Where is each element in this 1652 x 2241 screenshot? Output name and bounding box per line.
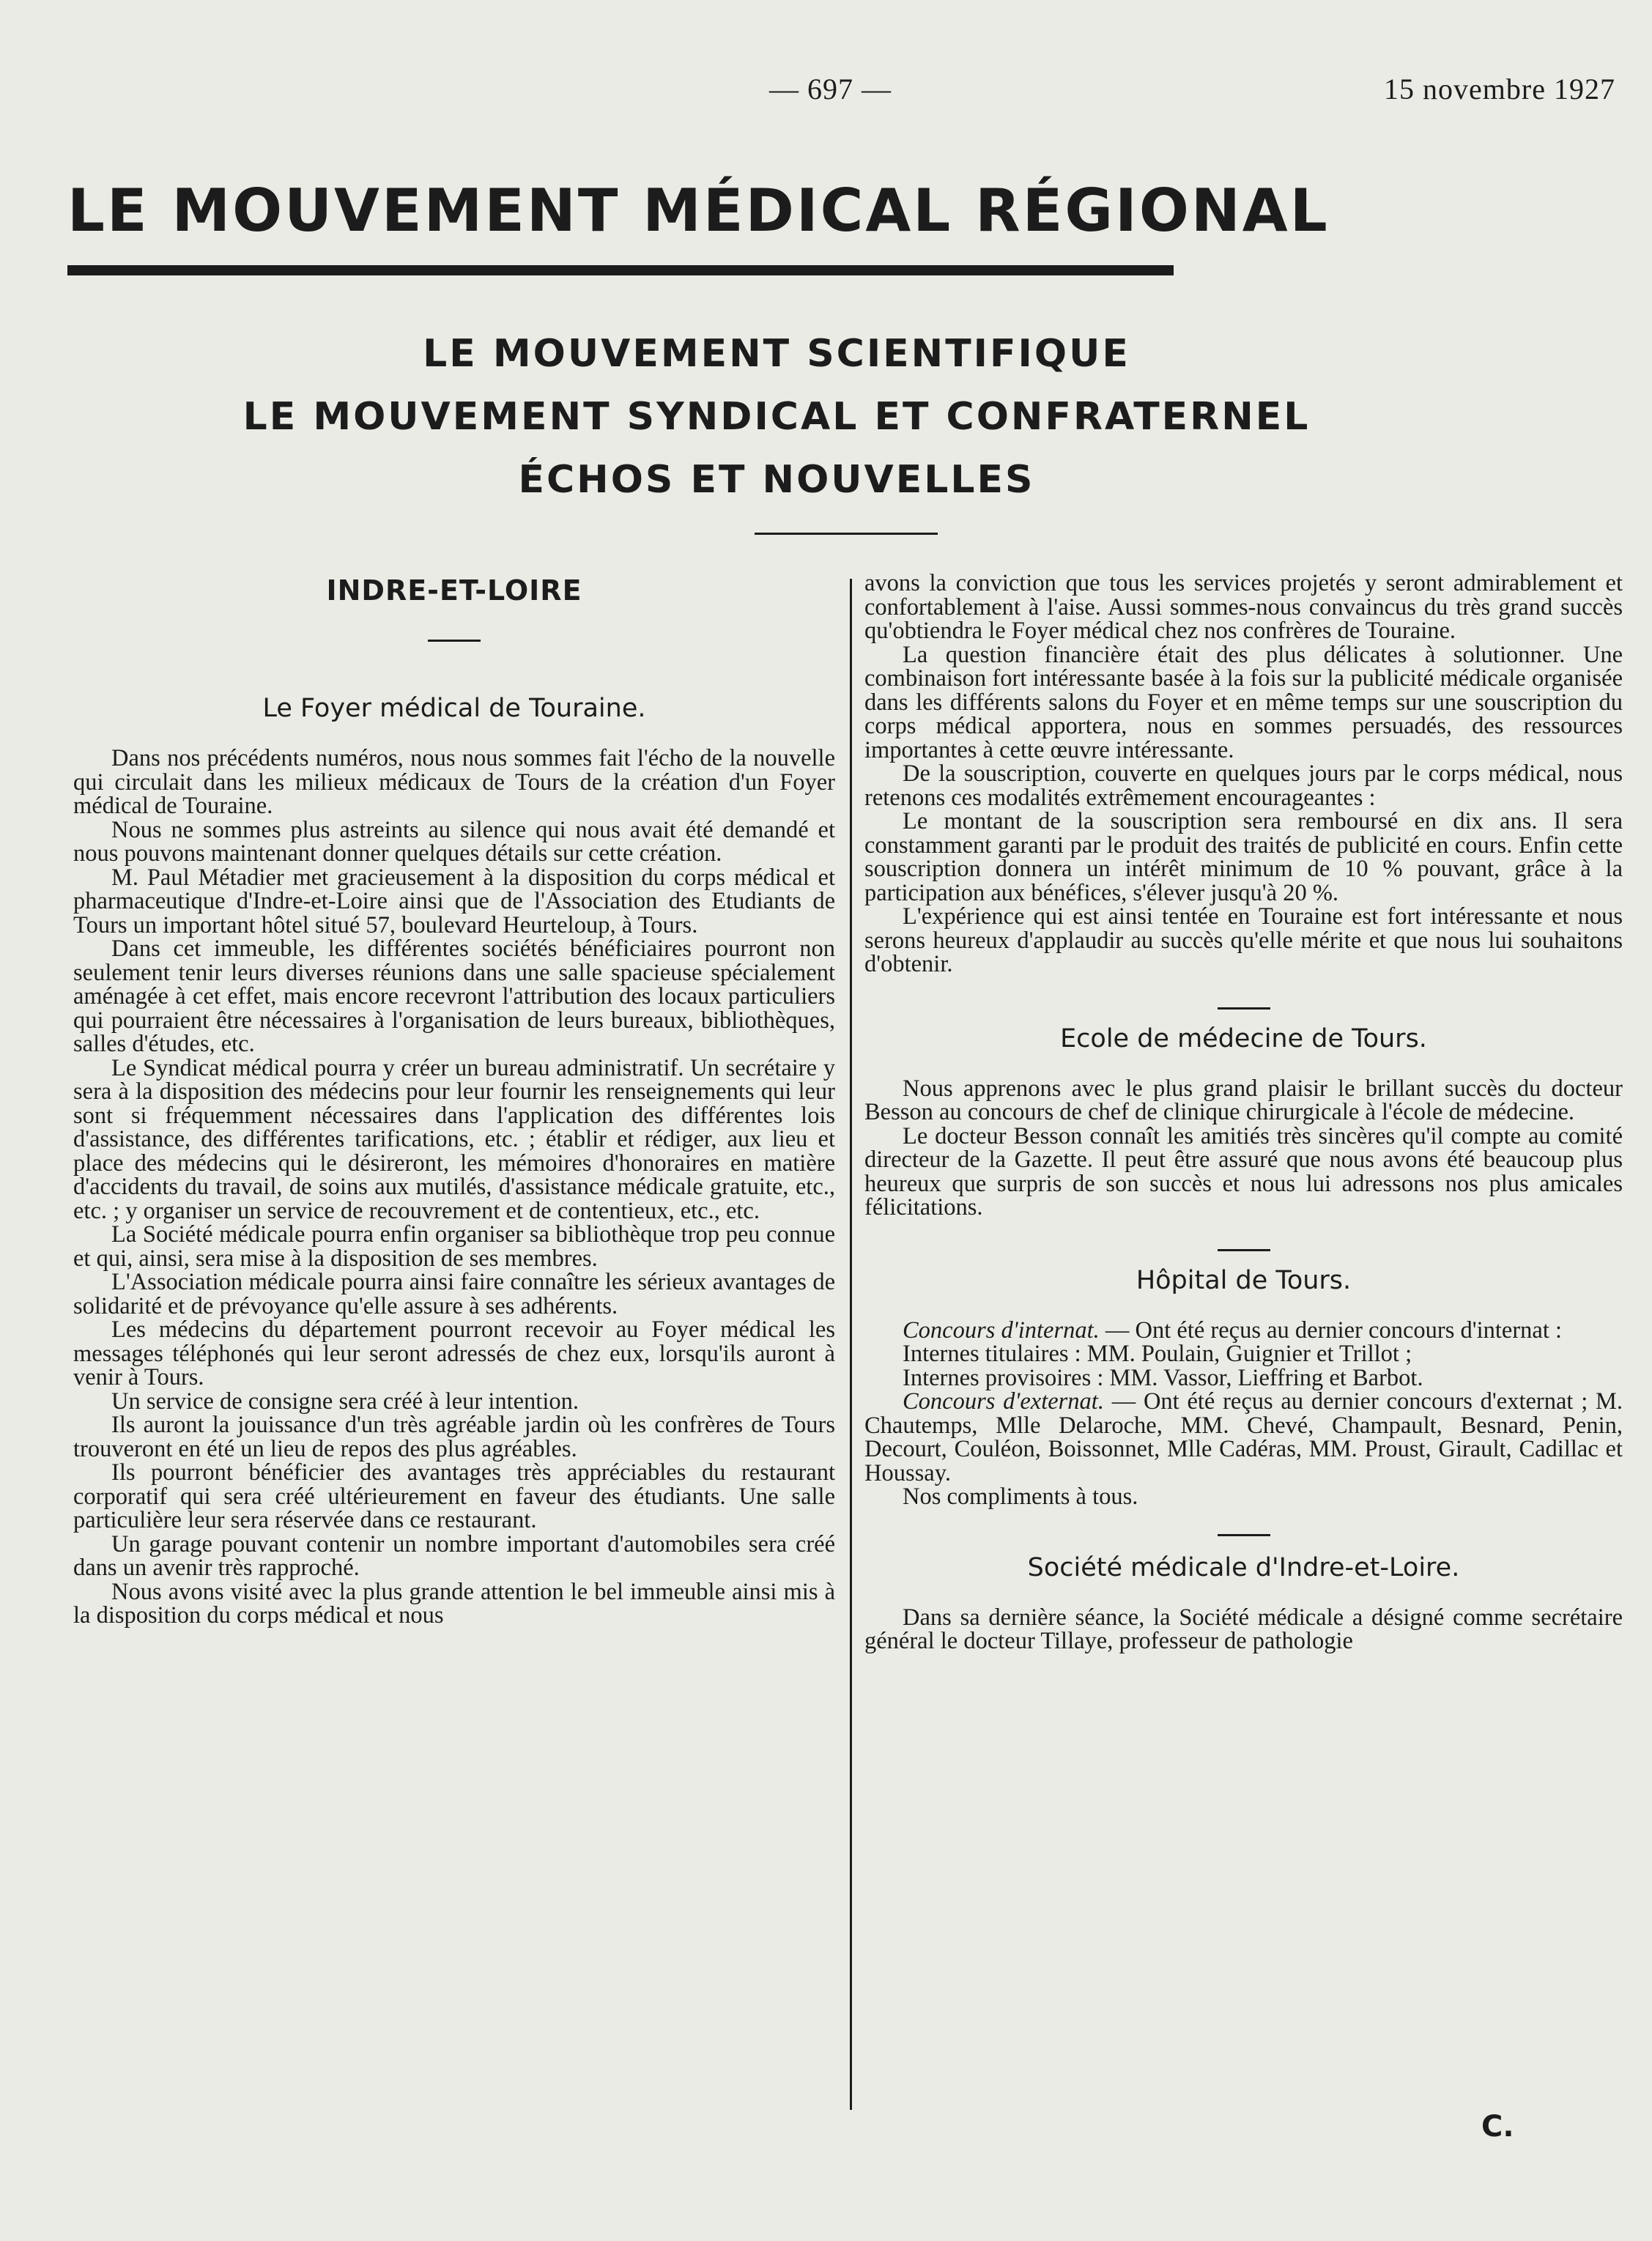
externat-paragraph: [864, 1390, 1623, 1485]
article-paragraph: La question financière était des plus délicates à solutionner. Une combinaison fort intéressante basée à la fois sur la publicité médicale organisée dans les différents salons du Foyer et en même temps sur une souscription du corps médical apportera, nous en sommes persuadés, des ressources importantes à cette œuvre intéressante.: [864, 641, 1623, 763]
column-divider: [850, 579, 852, 2110]
article-paragraph: Le docteur Besson connaît les amitiés très sincères qu'il compte au comité directeur de la Gazette. Il peut être assuré que nous avons été beaucoup plus heureux que surpris de son succès et nous lui adressons nos plus amicales félicitations.: [864, 1122, 1623, 1220]
section-heading-echos: ÉCHOS ET NOUVELLES: [518, 458, 1035, 502]
article-paragraph: avons la conviction que tous les services projetés y seront admirablement et confortablement à l'aise. Aussi sommes-nous convaincus du très grand succès qu'obtiendra le Foyer médical chez nos confrères de Touraine.: [864, 570, 1623, 644]
right-column: [864, 571, 1623, 1653]
article-paragraph: Le Syndicat médical pourra y créer un bureau administratif. Un secrétaire y sera à la disposition des médecins pour leur fournir les renseignements qui leur sont si fréquemment nécessaires dans l'application des différentes lois d'assistance, des différentes tarifications, etc. ; établir et rédiger, aux lieu et place des médecins qui le désireront, les mémoires d'honoraires en matière d'accidents du travail, de soins aux mutilés, d'assistance médicale gratuite, etc., etc. ; y organiser un service de recouvrement et de contentieux, etc., etc.: [73, 1054, 835, 1224]
internes-provisoires: Internes provisoires : MM. Vassor, Lieffring et Barbot.: [903, 1364, 1423, 1391]
masthead-rule: [67, 265, 1174, 275]
article-paragraph: Nous ne sommes plus astreints au silence qui nous avait été demandé et nous pouvons maintenant donner quelques détails sur cette création.: [73, 816, 835, 867]
compliments: Nos compliments à tous.: [903, 1483, 1138, 1510]
article-paragraph: Ils pourront bénéficier des avantages très appréciables du restaurant corporatif qui sera créé ultérieurement en faveur des étudiants. Une salle particulière leur sera réservée dans ce restaurant.: [73, 1459, 835, 1533]
article-paragraph: Nous avons visité avec la plus grande attention le bel immeuble ainsi mis à la disposition du corps médical et nous: [73, 1578, 835, 1629]
divider: [1218, 1007, 1270, 1010]
divider: [1218, 1534, 1270, 1536]
internat-paragraph: [864, 1316, 1623, 1344]
article-paragraph: Dans sa dernière séance, la Société médicale a désigné comme secrétaire général le docteur Tillaye, professeur de pathologie: [864, 1604, 1623, 1654]
article-paragraph: Dans cet immeuble, les différentes sociétés bénéficiaires pourront non seulement tenir leurs diverses réunions dans une salle spacieuse spécialement aménagée à cet effet, mais encore recevront l'attribution des locaux particuliers qui pourraient être nécessaires à l'organisation de leurs bureaux, bibliothèques, salles d'études, etc.: [73, 936, 835, 1057]
article-paragraph: Un service de consigne sera créé à leur intention.: [111, 1388, 579, 1415]
article-title-hopital: Hôpital de Tours.: [1136, 1265, 1352, 1295]
section-headings: [147, 322, 1407, 511]
article-paragraph: Les médecins du département pourront recevoir au Foyer médical les messages téléphonés qui leur seront adressés de chez eux, lorsqu'ils auront à venir à Tours.: [73, 1316, 835, 1390]
internat-text: — Ont été reçus au dernier concours d'internat :: [1099, 1316, 1563, 1344]
signature-mark: C.: [1481, 2110, 1514, 2144]
externat-label: Concours d'externat.: [903, 1388, 1104, 1415]
internes-titulaires: Internes titulaires : MM. Poulain, Guignier et Trillot ;: [903, 1341, 1412, 1367]
article-paragraph: L'Association médicale pourra ainsi faire connaître les sérieux avantages de solidarité et de prévoyance qu'elle assure à ses adhérents.: [73, 1269, 835, 1319]
masthead-title: LE MOUVEMENT MÉDICAL RÉGIONAL: [67, 177, 1330, 245]
internat-label: Concours d'internat.: [903, 1316, 1100, 1344]
left-column: [73, 571, 835, 1628]
article-paragraph: La Société médicale pourra enfin organiser sa bibliothèque trop peu connue et qui, ainsi, sera mise à la disposition de ses membres.: [73, 1221, 835, 1272]
article-paragraph: L'expérience qui est ainsi tentée en Touraine est fort intéressante et nous serons heureux d'applaudir au succès qu'elle mérite et que nous lui souhaitons d'obtenir.: [864, 903, 1623, 977]
heading-rule: [755, 533, 938, 535]
region-heading: INDRE-ET-LOIRE: [326, 574, 582, 607]
article-paragraph: Ils auront la jouissance d'un très agréable jardin où les confrères de Tours trouveront en été un lieu de repos des plus agréables.: [73, 1412, 835, 1462]
article-title-foyer: Le Foyer médical de Touraine.: [262, 694, 646, 723]
article-paragraph: Un garage pouvant contenir un nombre important d'automobiles sera créé dans un avenir très rapproché.: [73, 1530, 835, 1581]
divider: [1218, 1249, 1270, 1251]
article-paragraph: De la souscription, couverte en quelques jours par le corps médical, nous retenons ces modalités extrêmement encourageantes :: [864, 760, 1623, 811]
article-paragraph: Le montant de la souscription sera remboursé en dix ans. Il sera constamment garanti par le produit des traités de publicité en cours. Enfin cette souscription donnera un intérêt minimum de 10 % pouvant, grâce à la participation aux bénéfices, s'élever jusqu'à 20 %.: [864, 808, 1623, 906]
section-heading-scientifique: LE MOUVEMENT SCIENTIFIQUE: [423, 332, 1130, 376]
divider: [428, 640, 481, 642]
article-paragraph: M. Paul Métadier met gracieusement à la disposition du corps médical et pharmaceutique d'Indre-et-Loire ainsi que de l'Association des Etudiants de Tours un important hôtel situé 57, boulevard Heurteloup, à Tours.: [73, 864, 835, 938]
externat-text: — Ont été reçus au dernier concours d'externat ; M. Chautemps, Mlle Delaroche, MM. Chevé, Champault, Besnard, Penin, Decourt, Couléon, Boissonnet, Mlle Cadéras, MM. Proust, Girault, Cadillac et Houssay.: [864, 1388, 1623, 1486]
article-paragraph: Dans nos précédents numéros, nous nous sommes fait l'écho de la nouvelle qui circulait dans les milieux médicaux de Tours de la création d'un Foyer médical de Touraine.: [73, 745, 835, 819]
article-title-societe: Société médicale d'Indre-et-Loire.: [1027, 1552, 1460, 1582]
article-title-ecole: Ecole de médecine de Tours.: [1060, 1023, 1427, 1053]
section-heading-syndical: LE MOUVEMENT SYNDICAL ET CONFRATERNEL: [242, 395, 1311, 439]
issue-date: 15 novembre 1927: [1384, 73, 1615, 105]
article-paragraph: Nous apprenons avec le plus grand plaisir le brillant succès du docteur Besson au concours de chef de clinique chirurgicale à l'école de médecine.: [864, 1075, 1623, 1125]
page-number: — 697 —: [769, 73, 892, 105]
